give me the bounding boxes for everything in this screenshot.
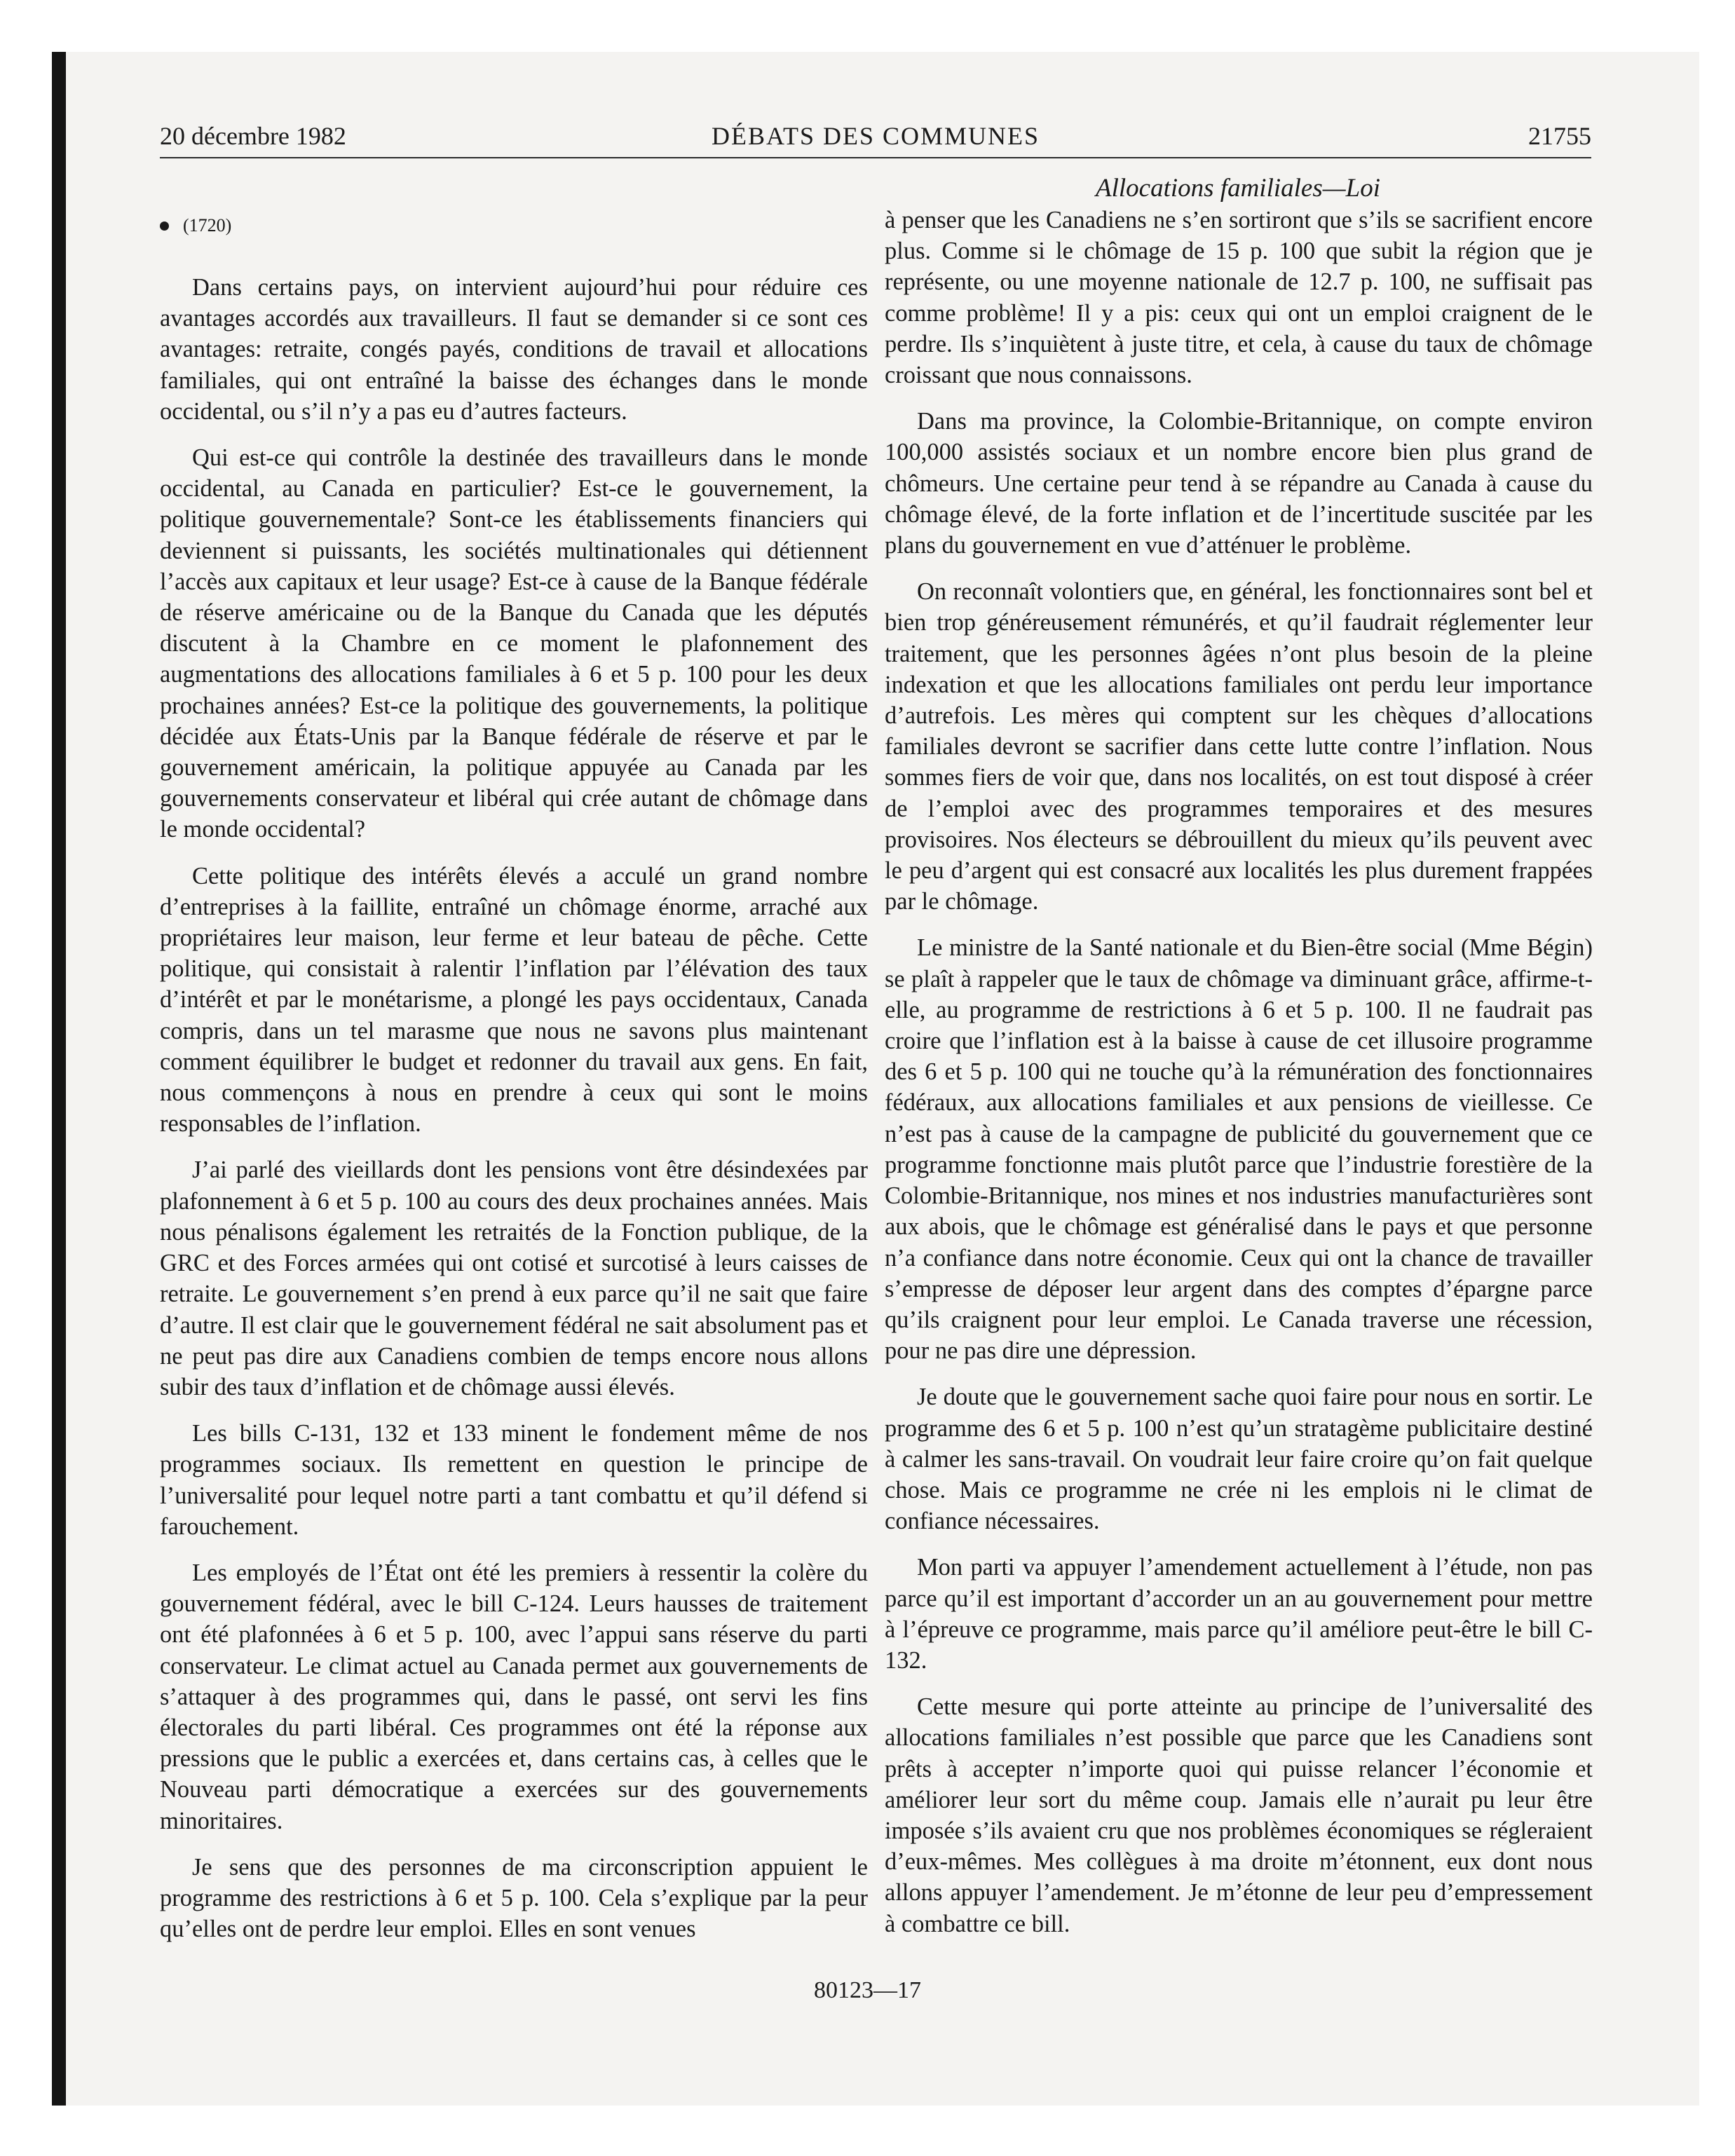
paragraph: Qui est-ce qui contrôle la destinée des travailleurs dans le monde occidental, au Canada en particulier? Est-ce le gouvernement, la politique gouvernementale? Sont-ce les établissements financiers qui deviennent si puissants, les sociétés multinationales qui détiennent l’accès aux capitaux et leur usage? Est-ce à cause de la Banque fédérale de réserve américaine ou de la Banque du Canada que les députés discutent à la Chambre en ce moment le plafonnement des augmentations des allocations familiales à 6 et 5 p. 100 pour les deux prochaines années? Est-ce la politique des gouvernements, la politique décidée aux États-Unis par la Banque fédérale de réserve et par le gouvernement américain, la politique appuyée au Canada par les gouvernements conservateur et libéral qui crée autant de chômage dans le monde occidental? (160, 444, 868, 843)
paragraph: Mon parti va appuyer l’amendement actuellement à l’étude, non pas parce qu’il est important d’accorder un an au gouvernement pour mettre à l’épreuve ce programme, mais parce qu’il améliore peut-être le bill C-132. (885, 1554, 1593, 1674)
paragraph: J’ai parlé des vieillards dont les pensions vont être désindexées par plafonnement à 6 et 5 p. 100 au cours des deux prochaines années. Mais nous pénalisons également les retraités de la Fonction publique, de la GRC et des Forces armées qui ont cotisé et surcotisé à leurs caisses de retraite. Le gouvernement s’en prend à eux parce qu’il ne sait que faire d’autre. Il est clair que le gouvernement fédéral ne sait absolument pas et ne peut pas dire aux Canadiens combien de temps encore nous allons subir des taux d’inflation et de chômage aussi élevés. (160, 1157, 868, 1400)
paragraph: Cette politique des intérêts élevés a acculé un grand nombre d’entreprises à la faillite, entraîné un chômage énorme, arraché aux propriétaires leur maison, leur ferme et leur bateau de pêche. Cette politique, qui consistait à ralentir l’inflation par l’élévation des taux d’intérêt et par le monétarisme, a plongé les pays occidentaux, Canada compris, dans un tel marasme que nous ne savons plus maintenant comment équilibrer le budget et redonner du travail aux gens. En fait, nous commençons à nous en prendre à ceux qui sont le moins responsables de l’inflation. (160, 862, 868, 1138)
paragraph: Le ministre de la Santé nationale et du Bien-être social (Mme Bégin) se plaît à rappeler que le taux de chômage va diminuant grâce, affirme-t-elle, au programme de restrictions à 6 et 5 p. 100. Il ne faudrait pas croire que l’inflation est à la baisse à cause de cet illusoire programme des 6 et 5 p. 100 qui ne touche qu’à la rémunération des fonctionnaires fédéraux, aux allocations familiales et aux pensions de vieillesse. Ce n’est pas à cause de la campagne de publicité du gouvernement que ce programme fonctionne mais plutôt parce que l’industrie forestière de la Colombie-Britannique, nos mines et nos industries manufacturières sont aux abois, que le chômage est généralisé dans le pays et que personne n’a confiance dans notre économie. Ceux qui ont la chance de travailler s’empresse de déposer leur argent dans des comptes d’épargne parce qu’ils craignent pour leur emploi. Le Canada traverse une récession, pour ne pas dire une dépression. (885, 934, 1593, 1365)
header-page-number: 21755 (1528, 122, 1591, 150)
time-marker-text: (1720) (183, 215, 232, 236)
paragraph: Je sens que des personnes de ma circonscription appuient le programme des restrictions à 6 et 5 p. 100. Cela s’explique par la peur qu’elles ont de perdre leur emploi. Elles en sont venues (160, 1853, 868, 1943)
right-column (885, 205, 1593, 1955)
page-header (160, 121, 1591, 158)
paragraph-continued: à penser que les Canadiens ne s’en sortiront que s’ils se sacrifient encore plus. Comme si le chômage de 15 p. 100 que subit la région que je représente, ou une moyenne nationale de 12.7 p. 100, ne suffisait pas comme problème! Il y a pis: ceux qui ont un emploi craignent de le perdre. Ils s’inquiètent à juste titre, et cela, à cause du taux de chômage croissant que nous connaissons. (885, 207, 1593, 389)
paragraph: Cette mesure qui porte atteinte au principe de l’universalité des allocations familiales n’est possible que parce que les Canadiens sont prêts à accepter n’importe quoi qui puisse relancer l’économie et améliorer leur sort du même coup. Jamais elle n’aurait pu leur être imposée s’ils avaient cru que nos problèmes économiques se régleraient d’eux-mêmes. Mes collègues à ma droite m’étonnent, eux dont nous allons appuyer l’amendement. Je m’étonne de leur peu d’empressement à combattre ce bill. (885, 1693, 1593, 1937)
time-marker (160, 210, 868, 241)
left-column (160, 210, 868, 1960)
header-title: DÉBATS DES COMMUNES (711, 122, 1040, 150)
paragraph: Dans certains pays, on intervient aujourd’hui pour réduire ces avantages accordés aux travailleurs. Il faut se demander si ce sont ces avantages: retraite, congés payés, conditions de travail et allocations familiales, qui ont entraîné la baisse des échanges dans le monde occidental, ou s’il n’y a pas eu d’autres facteurs. (160, 274, 868, 425)
paragraph: Les employés de l’État ont été les premiers à ressentir la colère du gouvernement fédéral, avec le bill C-124. Leurs hausses de traitement ont été plafonnées à 6 et 5 p. 100, avec l’appui sans réserve du parti conservateur. Le climat actuel au Canada permet aux gouvernements de s’attaquer à des programmes qui, dans le passé, ont servi les fins électorales du parti libéral. Ces programmes ont été la réponse aux pressions que le public a exercées et, dans certains cas, à celles que le Nouveau parti démocratique a exercées sur des gouvernements minoritaires. (160, 1559, 868, 1834)
bullet-icon (160, 221, 169, 231)
page-footer: 80123—17 (814, 1977, 921, 2003)
paragraph: Les bills C-131, 132 et 133 minent le fondement même de nos programmes sociaux. Ils remettent en question le principe de l’universalité pour lequel notre parti a tant combattu et qu’il défend si farouchement. (160, 1420, 868, 1540)
running-head: Allocations familiales—Loi (1096, 174, 1380, 203)
header-date: 20 décembre 1982 (160, 122, 346, 150)
paragraph: Je doute que le gouvernement sache quoi faire pour nous en sortir. Le programme des 6 et 5 p. 100 n’est qu’un stratagème publicitaire destiné à calmer les sans-travail. On voudrait leur faire croire qu’on fait quelque chose. Mais ce programme ne crée ni les emplois ni le climat de confiance nécessaires. (885, 1384, 1593, 1535)
paragraph: Dans ma province, la Colombie-Britannique, on compte environ 100,000 assistés sociaux et un nombre encore bien plus grand de chômeurs. Une certaine peur tend à se répandre au Canada à cause du chômage élevé, de la forte inflation et de l’incertitude suscitée par les plans du gouvernement en vue d’atténuer le problème. (885, 408, 1593, 559)
paragraph: On reconnaît volontiers que, en général, les fonctionnaires sont bel et bien trop généreusement rémunérés, et qu’il faudrait réglementer leur traitement, que les personnes âgées n’ont plus besoin de la pleine indexation et que les allocations familiales ont perdu leur importance d’autrefois. Les mères qui comptent sur les chèques d’allocations familiales devront se sacrifier dans cette lutte contre l’inflation. Nous sommes fiers de voir que, dans nos localités, on est tout disposé à créer de l’emploi avec des programmes temporaires et des mesures provisoires. Nos électeurs se débrouillent du mieux qu’ils peuvent avec le peu d’argent qui est consacré aux localités les plus durement frappées par le chômage. (885, 578, 1593, 915)
